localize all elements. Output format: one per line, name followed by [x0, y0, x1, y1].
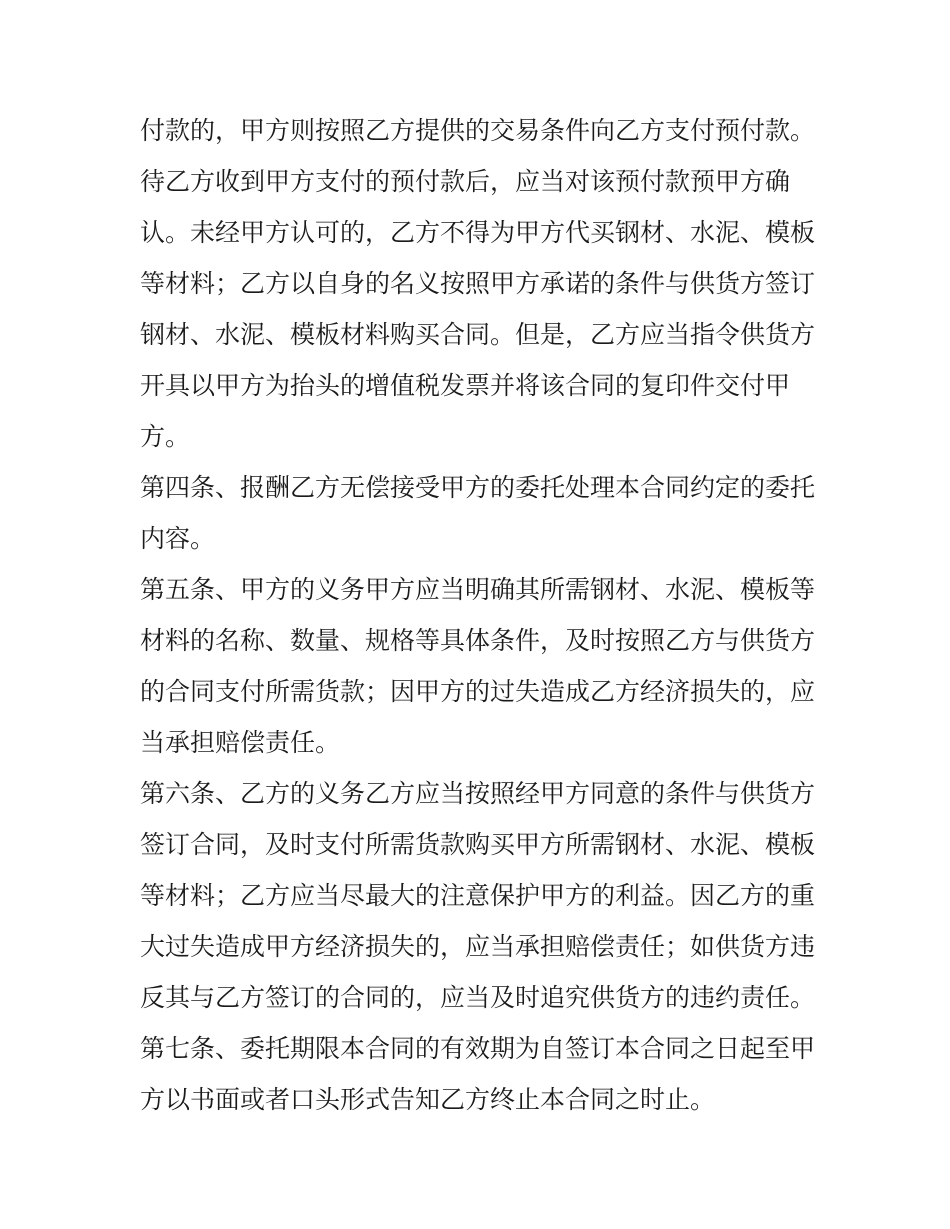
- text-line: 待乙方收到甲方支付的预付款后，应当对该预付款预甲方确: [140, 167, 791, 196]
- text-line: 当承担赔偿责任。: [140, 728, 341, 757]
- text-line: 的合同支付所需货款；因甲方的过失造成乙方经济损失的，应: [140, 677, 816, 706]
- text-line: 签订合同，及时支付所需货款购买甲方所需钢材、水泥、模板: [140, 830, 816, 859]
- article-6-line: 第六条、乙方的义务乙方应当按照经甲方同意的条件与供货方: [140, 779, 816, 808]
- text-line: 等材料；乙方以自身的名义按照甲方承诺的条件与供货方签订: [140, 269, 816, 298]
- text-line: 材料的名称、数量、规格等具体条件，及时按照乙方与供货方: [140, 626, 816, 655]
- text-line: 等材料；乙方应当尽最大的注意保护甲方的利益。因乙方的重: [140, 881, 816, 910]
- text-line: 开具以甲方为抬头的增值税发票并将该合同的复印件交付甲: [140, 371, 791, 400]
- text-line: 方。: [140, 422, 191, 451]
- article-5-line: 第五条、甲方的义务甲方应当明确其所需钢材、水泥、模板等: [140, 575, 816, 604]
- text-line: 方以书面或者口头形式告知乙方终止本合同之时止。: [140, 1085, 716, 1114]
- text-line: 认。未经甲方认可的，乙方不得为甲方代买钢材、水泥、模板: [140, 218, 816, 247]
- document-body: [140, 105, 820, 1125]
- text-line: 内容。: [140, 524, 216, 553]
- text-line: 钢材、水泥、模板材料购买合同。但是，乙方应当指令供货方: [140, 320, 816, 349]
- article-7-line: 第七条、委托期限本合同的有效期为自签订本合同之日起至甲: [140, 1034, 816, 1063]
- text-line: 付款的，甲方则按照乙方提供的交易条件向乙方支付预付款。: [140, 116, 816, 145]
- article-4-line: 第四条、报酬乙方无偿接受甲方的委托处理本合同约定的委托: [140, 473, 816, 502]
- text-line: 大过失造成甲方经济损失的，应当承担赔偿责任；如供货方违: [140, 932, 816, 961]
- text-line: 反其与乙方签订的合同的，应当及时追究供货方的违约责任。: [140, 983, 816, 1012]
